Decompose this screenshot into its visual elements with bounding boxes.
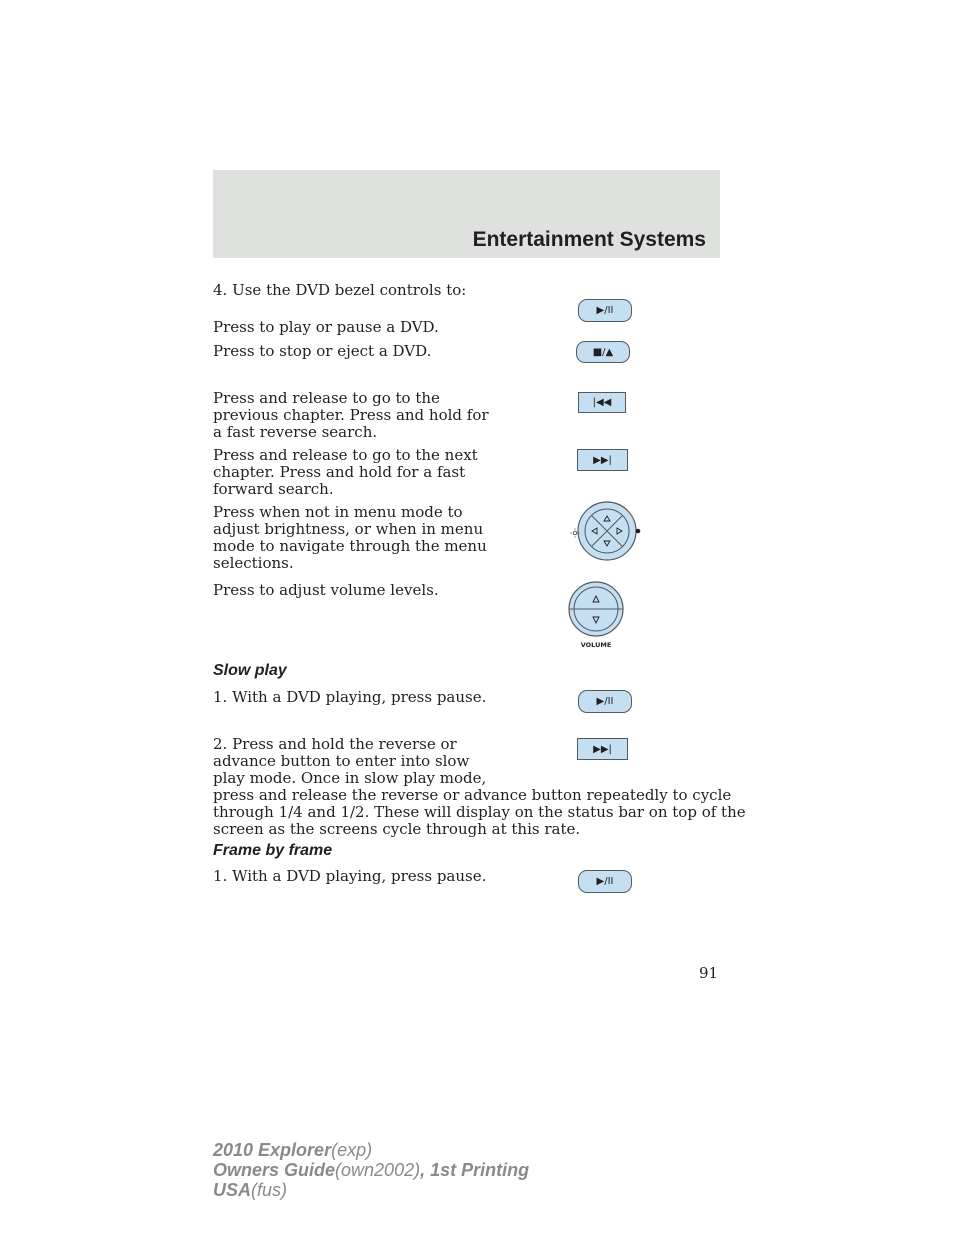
frame-by-frame-step-1: 1. With a DVD playing, press pause. — [213, 867, 487, 885]
volume-description: Press to adjust volume levels. — [213, 581, 439, 599]
previous-chapter-button — [578, 392, 626, 413]
intro-text: 4. Use the DVD bezel controls to: — [213, 281, 467, 299]
section-header-band — [213, 170, 720, 258]
slow-play-step-2-line-1: 2. Press and hold the reverse or — [213, 735, 457, 753]
page-number: 91 — [699, 964, 719, 982]
footer-print-info — [213, 1140, 529, 1200]
stop-eject-button — [576, 341, 630, 363]
navigation-line-2: adjust brightness, or when in menu — [213, 520, 484, 538]
slow-play-heading: Slow play — [213, 662, 287, 679]
frame-by-frame-heading: Frame by frame — [213, 842, 333, 859]
next-chapter-line-3: forward search. — [213, 480, 334, 498]
volume-label: VOLUME — [580, 641, 612, 649]
slow-play-step-2-line-6: screen as the screens cycle through at this rate. — [213, 820, 581, 838]
navigation-line-4: selections. — [213, 554, 294, 572]
stop-eject-icon: ■/▲ — [592, 346, 614, 358]
previous-chapter-line-3: a fast reverse search. — [213, 423, 378, 441]
footer-model: 2010 Explorer — [213, 1140, 332, 1160]
slow-play-step-2-line-3: play mode. Once in slow play mode, — [213, 769, 487, 787]
stop-eject-description: Press to stop or eject a DVD. — [213, 342, 432, 360]
footer-market: USA — [213, 1180, 252, 1200]
footer-model-code: (exp) — [331, 1140, 373, 1160]
brightness-high-icon — [636, 529, 641, 534]
slow-play-step-2-line-5: through 1/4 and 1/2. These will display on the status bar on top of the — [213, 803, 746, 821]
navigation-line-1: Press when not in menu mode to — [213, 503, 463, 521]
play-pause-icon: ▶/II — [596, 305, 614, 316]
skip-forward-icon: ▶▶| — [593, 454, 612, 466]
slow-play-step-2-line-2: advance button to enter into slow — [213, 752, 470, 770]
frame-by-frame-pause-button — [578, 870, 632, 893]
play-pause-button — [578, 299, 632, 322]
slow-play-step-1: 1. With a DVD playing, press pause. — [213, 688, 487, 706]
footer-guide: Owners Guide — [213, 1160, 336, 1180]
skip-back-icon: |◀◀ — [592, 397, 612, 408]
slow-play-advance-button — [577, 738, 628, 760]
previous-chapter-line-2: previous chapter. Press and hold for — [213, 406, 489, 424]
section-title: Entertainment Systems — [472, 228, 706, 251]
next-chapter-line-2: chapter. Press and hold for a fast — [213, 463, 466, 481]
volume-control — [565, 580, 627, 650]
previous-chapter-line-1: Press and release to go to the — [213, 389, 440, 407]
play-pause-description: Press to play or pause a DVD. — [213, 318, 439, 336]
navigation-line-3: mode to navigate through the menu — [213, 537, 487, 555]
slow-play-pause-button — [578, 690, 632, 713]
footer-printing: , 1st Printing — [420, 1160, 530, 1180]
play-pause-icon: ▶/II — [596, 696, 614, 707]
skip-forward-icon: ▶▶| — [593, 743, 612, 755]
slow-play-step-2-line-4: press and release the reverse or advance button repeatedly to cycle — [213, 786, 732, 804]
next-chapter-button — [577, 449, 628, 471]
next-chapter-line-1: Press and release to go to the next — [213, 446, 478, 464]
navigation-control — [570, 498, 642, 564]
footer-guide-code: (own2002) — [335, 1160, 421, 1180]
footer-market-code: (fus) — [251, 1180, 288, 1200]
play-pause-icon: ▶/II — [596, 876, 614, 887]
